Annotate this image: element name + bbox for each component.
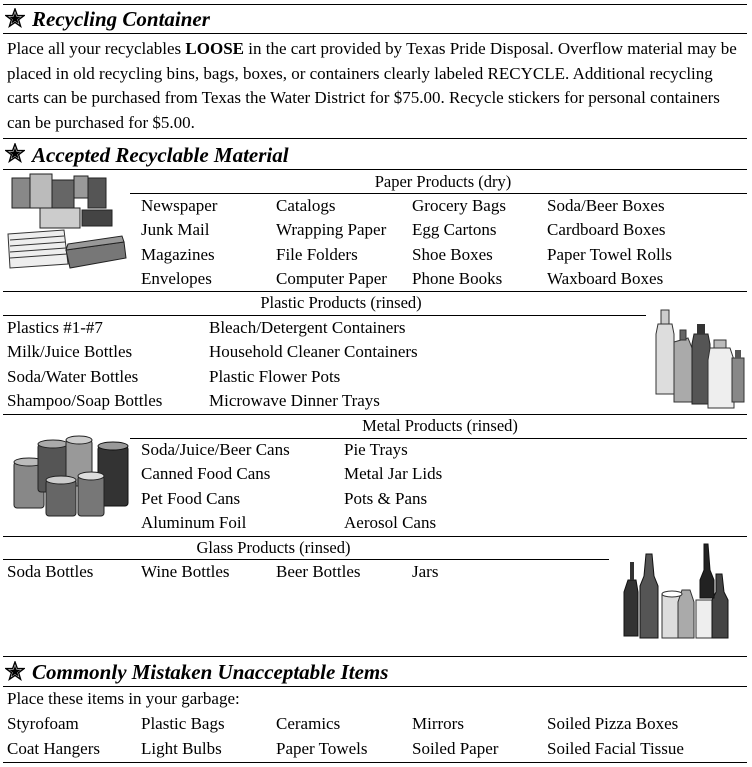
recycling-container-heading: Recycling Container [32, 7, 210, 31]
metal-item: Canned Food Cans [141, 464, 271, 483]
section-rule [3, 138, 747, 139]
unacceptable-item: Styrofoam [7, 714, 79, 733]
metal-item: Soda/Juice/Beer Cans [141, 440, 290, 459]
glass-products-picture [618, 540, 742, 642]
heading-underline [3, 33, 747, 34]
top-rule [3, 4, 747, 5]
metal-item: Aerosol Cans [344, 513, 437, 532]
heading-underline [3, 169, 747, 170]
paper-item: Grocery Bags [412, 196, 506, 215]
section-divider [3, 291, 747, 292]
metal-item: Pie Trays [344, 440, 408, 459]
metal-item: Pots & Pans [344, 489, 428, 508]
section-rule [3, 656, 747, 657]
plastic-item: Household Cleaner Containers [209, 342, 418, 361]
metal-item: Pet Food Cans [141, 489, 241, 508]
paper-item: Junk Mail [141, 220, 210, 239]
unacceptable-instruction: Place these items in your garbage: [7, 689, 240, 708]
glass-products-label: Glass Products (rinsed) [196, 538, 351, 557]
paper-item: File Folders [276, 245, 358, 264]
plastic-label-rule [3, 315, 646, 316]
paper-item: Newspaper [141, 196, 218, 215]
glass-item: Soda Bottles [7, 562, 94, 581]
plastic-item: Bleach/Detergent Containers [209, 318, 406, 337]
metal-products-label: Metal Products (rinsed) [362, 416, 518, 435]
plastic-products-label: Plastic Products (rinsed) [260, 293, 422, 312]
glass-item: Jars [412, 562, 439, 581]
unacceptable-item: Coat Hangers [7, 739, 101, 758]
metal-label-rule [130, 438, 747, 439]
metal-products-picture [8, 434, 132, 524]
glass-label-rule [3, 559, 609, 560]
unacceptable-item: Soiled Paper [412, 739, 499, 758]
paper-item: Soda/Beer Boxes [547, 196, 665, 215]
paper-item: Shoe Boxes [412, 245, 493, 264]
paper-item: Waxboard Boxes [547, 269, 664, 288]
plastic-item: Plastics #1-#7 [7, 318, 103, 337]
paper-item: Magazines [141, 245, 215, 264]
paper-products-label: Paper Products (dry) [374, 172, 512, 191]
unacceptable-item: Soiled Pizza Boxes [547, 714, 679, 733]
recycling-container-description: Place all your recyclables LOOSE in the cart provided by Texas Pride Disposal. Overflow material may be placed in old recycling bins, bags, boxes, or containers clearly labeled RECYCLE. Additional recycling carts can be purchased from Texas the Water District for $75.00. Recycle stickers for personal containers can be purchased for $5.00. [7, 39, 737, 132]
plastic-item: Plastic Flower Pots [209, 367, 341, 386]
unacceptable-heading: Commonly Mistaken Unacceptable Items [32, 660, 389, 684]
unacceptable-item: Paper Towels [276, 739, 368, 758]
glass-item: Beer Bottles [276, 562, 361, 581]
unacceptable-item: Mirrors [412, 714, 464, 733]
paper-label-rule [130, 193, 747, 194]
plastic-item: Microwave Dinner Trays [209, 391, 380, 410]
paper-item: Wrapping Paper [276, 220, 387, 239]
metal-item: Aluminum Foil [141, 513, 247, 532]
unacceptable-item: Ceramics [276, 714, 341, 733]
section-divider [3, 536, 747, 537]
paper-products-picture [4, 172, 130, 272]
plastic-item: Shampoo/Soap Bottles [7, 391, 163, 410]
unacceptable-item: Plastic Bags [141, 714, 225, 733]
paper-item: Catalogs [276, 196, 336, 215]
section-divider [3, 414, 747, 415]
unacceptable-item: Soiled Facial Tissue [547, 739, 684, 758]
glass-item: Wine Bottles [141, 562, 230, 581]
paper-item: Computer Paper [276, 269, 387, 288]
paper-item: Egg Cartons [412, 220, 497, 239]
star-icon [5, 8, 25, 28]
heading-underline [3, 686, 747, 687]
bottom-rule [3, 762, 747, 763]
paper-item: Envelopes [141, 269, 212, 288]
paper-item: Cardboard Boxes [547, 220, 666, 239]
star-icon [5, 661, 25, 681]
accepted-heading: Accepted Recyclable Material [32, 143, 289, 167]
paper-item: Paper Towel Rolls [547, 245, 673, 264]
metal-item: Metal Jar Lids [344, 464, 443, 483]
paper-item: Phone Books [412, 269, 503, 288]
plastic-item: Soda/Water Bottles [7, 367, 139, 386]
star-icon [5, 143, 25, 163]
unacceptable-item: Light Bulbs [141, 739, 222, 758]
plastic-products-picture [648, 304, 748, 412]
plastic-item: Milk/Juice Bottles [7, 342, 133, 361]
